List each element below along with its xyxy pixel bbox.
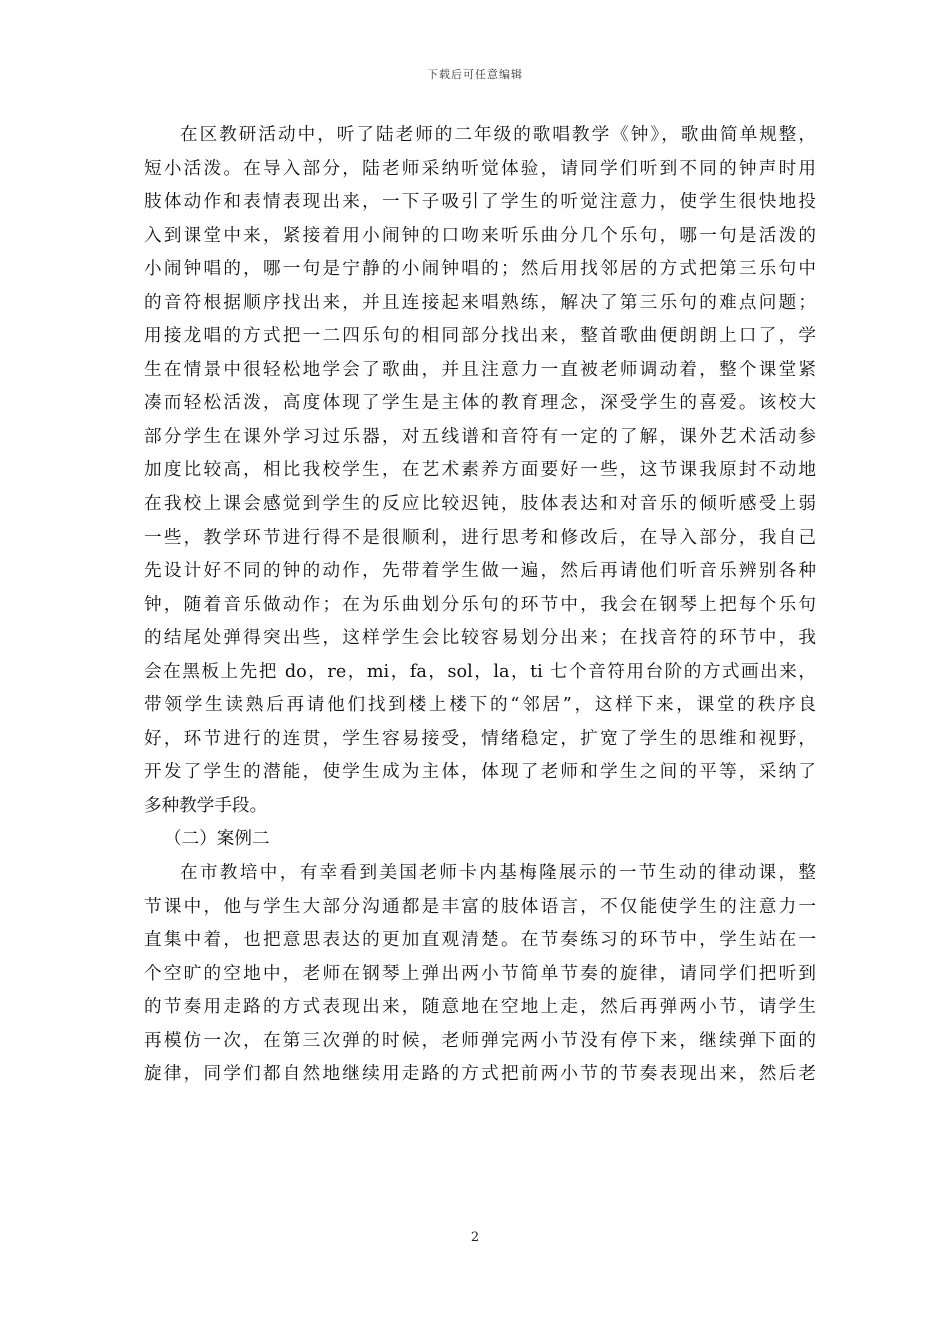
paragraph-line: 多种教学手段。: [144, 795, 268, 816]
paragraph-line: 在区教研活动中，听了陆老师的二年级的歌唱教学《钟》，歌曲简单规整，: [180, 125, 816, 145]
paragraph-line: 再模仿一次，在第三次弹的时候，老师弹完两小节没有停下来，继续弹下面的: [144, 1030, 816, 1051]
paragraph-line: 在我校上课会感觉到学生的反应比较迟钝，肢体表达和对音乐的倾听感受上弱: [144, 494, 816, 515]
paragraph-line: 加度比较高，相比我校学生，在艺术素养方面要好一些，这节课我原封不动地: [144, 460, 816, 481]
paragraph-line: 入到课堂中来，紧接着用小闹钟的口吻来听乐曲分几个乐句，哪一句是活泼的: [144, 225, 816, 246]
section-heading: （二）案例二: [164, 829, 270, 850]
paragraph-line: 的音符根据顺序找出来，并且连接起来唱熟练，解决了第三乐句的难点问题；: [144, 292, 816, 313]
paragraph-line: 在市教培中，有幸看到美国老师卡内基梅隆展示的一节生动的律动课，整: [180, 863, 816, 884]
paragraph-line: 开发了学生的潜能，使学生成为主体，体现了老师和学生之间的平等，采纳了: [144, 762, 816, 783]
paragraph-line: 一些，教学环节进行得不是很顺利，进行思考和修改后，在导入部分，我自己: [144, 527, 816, 548]
paragraph-line: 直集中着，也把意思表达的更加直观清楚。在节奏练习的环节中，学生站在一: [144, 930, 816, 951]
paragraph-line: 短小活泼。在导入部分，陆老师采纳听觉体验，请同学们听到不同的钟声时用: [144, 158, 816, 179]
paragraph-line: 部分学生在课外学习过乐器，对五线谱和音符有一定的了解，课外艺术活动参: [144, 426, 816, 447]
paragraph-line: 的节奏用走路的方式表现出来，随意地在空地上走，然后再弹两小节，请学生: [144, 997, 816, 1018]
paragraph-line: 会在黑板上先把 do，re，mi，fa，sol，la，ti 七个音符用台阶的方式画出来，: [144, 661, 816, 682]
document-body: [144, 119, 816, 1092]
paragraph-line: 的结尾处弹得突出些，这样学生会比较容易划分出来；在找音符的环节中，我: [144, 628, 816, 649]
paragraph-line: 小闹钟唱的，哪一句是宁静的小闹钟唱的；然后用找邻居的方式把第三乐句中: [144, 259, 816, 280]
page-header: 下载后可任意编辑: [427, 68, 523, 81]
paragraph-line: 肢体动作和表情表现出来，一下子吸引了学生的听觉注意力，使学生很快地投: [144, 192, 816, 213]
paragraph-line: 带领学生读熟后再请他们找到楼上楼下的“邻居”，这样下来，课堂的秩序良: [144, 695, 816, 716]
paragraph-line: 旋律，同学们都自然地继续用走路的方式把前两小节的节奏表现出来，然后老: [144, 1064, 816, 1085]
paragraph-line: 个空旷的空地中，老师在钢琴上弹出两小节简单节奏的旋律，请同学们把听到: [144, 963, 816, 984]
paragraph-line: 钟，随着音乐做动作；在为乐曲划分乐句的环节中，我会在钢琴上把每个乐句: [144, 594, 816, 615]
paragraph-line: 用接龙唱的方式把一二四乐句的相同部分找出来，整首歌曲便朗朗上口了，学: [144, 326, 816, 347]
page-number: 2: [470, 1230, 480, 1245]
paragraph-line: 生在情景中很轻松地学会了歌曲，并且注意力一直被老师调动着，整个课堂紧: [144, 359, 816, 380]
paragraph-line: 好，环节进行的连贯，学生容易接受，情绪稳定，扩宽了学生的思维和视野，: [144, 728, 816, 749]
paragraph-line: 凑而轻松活泼，高度体现了学生是主体的教育理念，深受学生的喜爱。该校大: [144, 393, 816, 414]
paragraph-line: 节课中，他与学生大部分沟通都是丰富的肢体语言，不仅能使学生的注意力一: [144, 896, 816, 917]
paragraph-line: 先设计好不同的钟的动作，先带着学生做一遍，然后再请他们听音乐辨别各种: [144, 561, 816, 582]
